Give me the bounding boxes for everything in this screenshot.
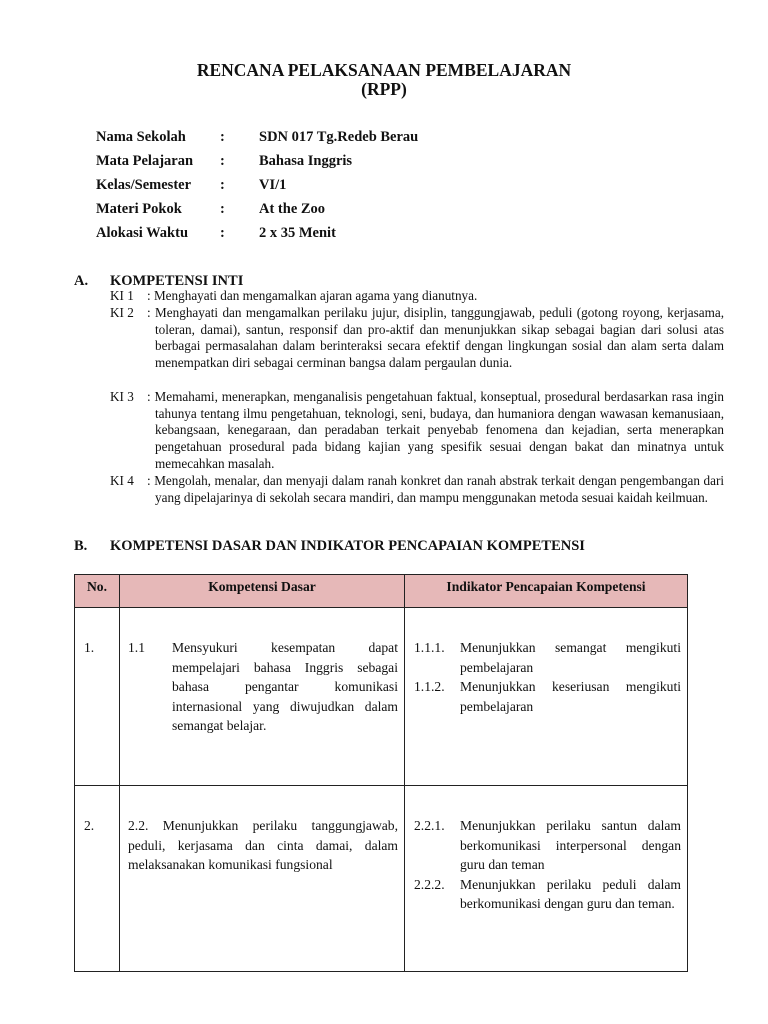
info-value: Bahasa Inggris [259,153,353,169]
indicator-text: Menunjukkan keseriusan mengikuti pembelajaran [460,679,681,714]
info-label: Mata Pelajaran [96,153,194,169]
table-header-row [75,575,688,608]
indicator-text: Menunjukkan perilaku santun dalam berkomunikasi interpersonal dengan guru dan teman [460,818,681,873]
info-value: SDN 017 Tg.Redeb Berau [259,129,419,145]
indicator-text: Menunjukkan semangat mengikuti pembelajaran [460,640,681,675]
header-kompetensi-dasar: Kompetensi Dasar [120,575,405,608]
info-value: At the Zoo [259,201,326,217]
header-no: No. [75,575,120,608]
table-row [75,608,688,786]
ki-code: KI 3 [110,389,134,404]
info-colon: : [220,153,225,169]
indicator-code: 2.2.2. [414,876,445,892]
header-indikator: Indikator Pencapaian Kompetensi [405,575,688,608]
info-colon: : [220,129,225,145]
indicator-code: 1.1.2. [414,679,445,695]
indicator-item [414,677,681,716]
info-label: Materi Pokok [96,201,182,217]
section-title: KOMPETENSI DASAR DAN INDIKATOR PENCAPAIAN KOMPETENSI [110,538,585,554]
section-title: KOMPETENSI INTI [110,273,244,289]
info-value: 2 x 35 Menit [259,225,336,241]
indicator-cell [405,786,688,972]
indicator-item [414,816,681,875]
ki-text: : Memahami, menerapkan, menganalisis pengetahuan faktual, konseptual, prosedural berdasarkan rasa ingin tahunya tentang ilmu pengetahuan, teknologi, seni, budaya, dan humaniora dengan wawasan kemanusiaan, kebangsaan, kenegaraan, dan peradaban terkait penyebab fenomena dan kejadian, serta menerapkan pengetahuan prosedural pada bidang kajian yang spesifik sesuai dengan bakat dan minatnya untuk memecahkan masalah. [147,389,724,471]
kd-cell [120,608,405,786]
table-row [75,786,688,972]
section-letter: A. [74,273,89,289]
info-colon: : [220,177,225,193]
ki-code: KI 4 [110,473,134,488]
ki-text: : Menghayati dan mengamalkan ajaran agama yang dianutnya. [147,288,478,303]
kd-cell [120,786,405,972]
info-value: VI/1 [259,177,287,193]
document-subtitle: (RPP) [361,79,407,99]
ki-text: : Mengolah, menalar, dan menyaji dalam ranah konkret dan ranah abstrak terkait dengan pengembangan dari yang dipelajarinya di sekolah secara mandiri, dan mampu menggunakan metoda sesuai kaidah keilmuan. [147,473,724,505]
indicator-cell [405,608,688,786]
info-colon: : [220,225,225,241]
indicator-code: 2.2.1. [414,818,445,833]
indicator-code: 1.1.1. [414,640,445,655]
indicator-text: Menunjukkan perilaku peduli dalam berkomunikasi dengan guru dan teman. [460,876,681,912]
kd-text: 2.2. Menunjukkan perilaku tanggungjawab, peduli, kerjasama dan cinta damai, dalam melaksanakan komunikasi fungsional [128,818,398,873]
row-number: 2. [75,786,120,972]
document-title: RENCANA PELAKSANAAN PEMBELAJARAN [196,60,572,80]
row-number: 1. [75,608,120,786]
info-label: Nama Sekolah [96,129,186,145]
info-colon: : [220,201,225,217]
indicator-item [414,638,681,677]
ki-code: KI 2 [110,305,134,320]
info-label: Kelas/Semester [96,177,192,193]
indicator-item [414,875,681,914]
ki-text: : Menghayati dan mengamalkan perilaku jujur, disiplin, tanggungjawab, peduli (gotong royong, kerjasama, toleran, damai), santun, responsif dan pro-aktif dan menunjukkan sikap sebagai bagian dari solusi atas berbagai permasalahan dalam berinteraksi secara efektif dengan lingkungan sosial dan alam serta dalam menempatkan diri sebagai cerminan bangsa dalam pergaulan dunia. [147,305,724,371]
section-letter: B. [74,538,88,554]
kd-code: 1.1 [128,640,145,655]
info-label: Alokasi Waktu [96,225,189,241]
ki-code: KI 1 [110,288,134,303]
kd-item [128,638,398,736]
competency-table [74,574,688,972]
kd-text: Mensyukuri kesempatan dapat mempelajari bahasa Inggris sebagai bahasa pengantar komunikasi internasional yang diwujudkan dalam semangat belajar. [172,640,398,734]
